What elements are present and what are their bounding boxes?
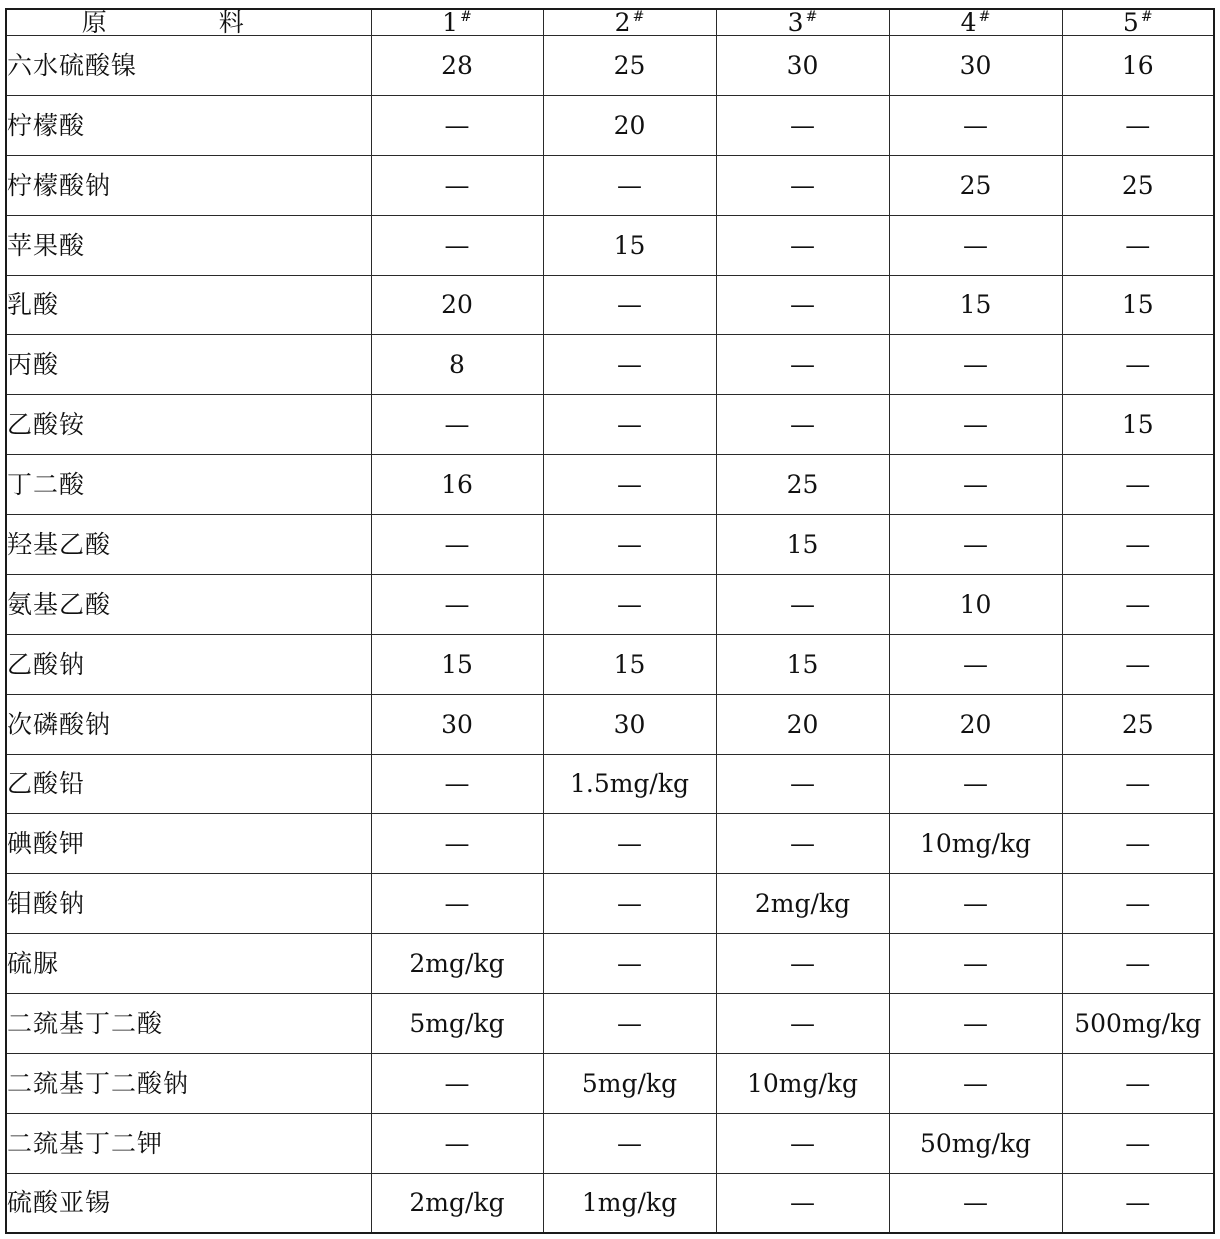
amount-cell-sample-4: — [889, 335, 1062, 395]
amount-cell-sample-4: — [889, 215, 1062, 275]
amount-cell-sample-4: — [889, 95, 1062, 155]
amount-cell-sample-1: 30 [371, 694, 543, 754]
amount-cell-sample-5: 25 [1062, 155, 1213, 215]
amount-cell-sample-1: — [371, 215, 543, 275]
header-sample-1 [371, 10, 543, 36]
header-sample-3 [716, 10, 889, 36]
amount-cell-sample-2: — [543, 275, 716, 335]
material-name: 丙酸 [7, 335, 371, 395]
amount-cell-sample-5: — [1062, 574, 1213, 634]
amount-cell-sample-2: — [543, 155, 716, 215]
amount-cell-sample-5: — [1062, 1173, 1213, 1232]
amount-cell-sample-4: — [889, 934, 1062, 994]
amount-cell-sample-5: — [1062, 95, 1213, 155]
amount-cell-sample-1: — [371, 1053, 543, 1113]
material-name: 氨基乙酸 [7, 574, 371, 634]
amount-cell-sample-1: 2mg/kg [371, 1173, 543, 1232]
amount-cell-sample-2: 25 [543, 36, 716, 96]
table-row [7, 694, 1213, 754]
material-name: 丁二酸 [7, 455, 371, 515]
amount-cell-sample-2: 1mg/kg [543, 1173, 716, 1232]
table-row [7, 335, 1213, 395]
amount-cell-sample-4: — [889, 754, 1062, 814]
sample-mark: # [460, 9, 472, 25]
table-row [7, 814, 1213, 874]
sample-mark: # [978, 9, 991, 25]
amount-cell-sample-3: 15 [716, 515, 889, 575]
amount-cell-sample-3: 20 [716, 694, 889, 754]
amount-cell-sample-3: — [716, 95, 889, 155]
amount-cell-sample-4: 15 [889, 275, 1062, 335]
amount-cell-sample-3: — [716, 1113, 889, 1173]
table-row [7, 634, 1213, 694]
amount-cell-sample-1: 15 [371, 634, 543, 694]
amount-cell-sample-2: 15 [543, 634, 716, 694]
table-row [7, 395, 1213, 455]
sample-mark: # [805, 9, 818, 25]
amount-cell-sample-4: — [889, 874, 1062, 934]
material-name: 乳酸 [7, 275, 371, 335]
amount-cell-sample-4: 20 [889, 694, 1062, 754]
amount-cell-sample-2: — [543, 994, 716, 1054]
table-row [7, 574, 1213, 634]
material-name: 硫脲 [7, 934, 371, 994]
material-name: 柠檬酸 [7, 95, 371, 155]
amount-cell-sample-5: 15 [1062, 395, 1213, 455]
amount-cell-sample-5: 25 [1062, 694, 1213, 754]
table-row [7, 754, 1213, 814]
material-name: 碘酸钾 [7, 814, 371, 874]
amount-cell-sample-5: — [1062, 1113, 1213, 1173]
header-row [7, 10, 1213, 36]
table-row [7, 215, 1213, 275]
amount-cell-sample-4: 25 [889, 155, 1062, 215]
table-row [7, 1173, 1213, 1232]
amount-cell-sample-2: — [543, 1113, 716, 1173]
amount-cell-sample-3: — [716, 1173, 889, 1232]
amount-cell-sample-5: — [1062, 934, 1213, 994]
amount-cell-sample-3: — [716, 754, 889, 814]
material-name: 次磷酸钠 [7, 694, 371, 754]
amount-cell-sample-4: — [889, 1053, 1062, 1113]
amount-cell-sample-5: — [1062, 215, 1213, 275]
amount-cell-sample-2: 30 [543, 694, 716, 754]
amount-cell-sample-4: — [889, 994, 1062, 1054]
table-row [7, 155, 1213, 215]
material-name: 二巯基丁二钾 [7, 1113, 371, 1173]
amount-cell-sample-1: — [371, 155, 543, 215]
amount-cell-sample-4: 10mg/kg [889, 814, 1062, 874]
amount-cell-sample-5: — [1062, 455, 1213, 515]
sample-number: 3 [787, 8, 804, 37]
amount-cell-sample-1: 8 [371, 335, 543, 395]
amount-cell-sample-4: 30 [889, 36, 1062, 96]
material-name: 柠檬酸钠 [7, 155, 371, 215]
sample-number: 2 [614, 8, 631, 37]
header-sample-4 [889, 10, 1062, 36]
amount-cell-sample-1: — [371, 515, 543, 575]
amount-cell-sample-1: — [371, 1113, 543, 1173]
amount-cell-sample-1: — [371, 814, 543, 874]
material-name: 乙酸铵 [7, 395, 371, 455]
amount-cell-sample-3: — [716, 155, 889, 215]
amount-cell-sample-2: — [543, 874, 716, 934]
amount-cell-sample-2: — [543, 814, 716, 874]
amount-cell-sample-5: 15 [1062, 275, 1213, 335]
amount-cell-sample-3: 30 [716, 36, 889, 96]
amount-cell-sample-3: — [716, 215, 889, 275]
table-row [7, 515, 1213, 575]
sample-number: 4 [960, 8, 977, 37]
formula-table-frame [5, 8, 1215, 1234]
material-name: 二巯基丁二酸钠 [7, 1053, 371, 1113]
amount-cell-sample-2: — [543, 395, 716, 455]
amount-cell-sample-3: — [716, 574, 889, 634]
amount-cell-sample-2: 15 [543, 215, 716, 275]
table-row [7, 994, 1213, 1054]
amount-cell-sample-5: — [1062, 814, 1213, 874]
amount-cell-sample-1: — [371, 95, 543, 155]
table-row [7, 1113, 1213, 1173]
material-name: 硫酸亚锡 [7, 1173, 371, 1232]
material-name: 六水硫酸镍 [7, 36, 371, 96]
amount-cell-sample-1: 20 [371, 275, 543, 335]
amount-cell-sample-3: — [716, 814, 889, 874]
amount-cell-sample-3: — [716, 994, 889, 1054]
amount-cell-sample-3: — [716, 335, 889, 395]
amount-cell-sample-4: — [889, 395, 1062, 455]
amount-cell-sample-4: 10 [889, 574, 1062, 634]
amount-cell-sample-5: — [1062, 874, 1213, 934]
amount-cell-sample-2: 20 [543, 95, 716, 155]
table-row [7, 874, 1213, 934]
amount-cell-sample-5: 16 [1062, 36, 1213, 96]
amount-cell-sample-1: — [371, 874, 543, 934]
material-name: 钼酸钠 [7, 874, 371, 934]
amount-cell-sample-3: 15 [716, 634, 889, 694]
amount-cell-sample-1: — [371, 395, 543, 455]
material-name: 乙酸钠 [7, 634, 371, 694]
material-name: 羟基乙酸 [7, 515, 371, 575]
amount-cell-sample-3: 10mg/kg [716, 1053, 889, 1113]
amount-cell-sample-3: — [716, 934, 889, 994]
amount-cell-sample-1: 28 [371, 36, 543, 96]
amount-cell-sample-1: 16 [371, 455, 543, 515]
amount-cell-sample-2: — [543, 455, 716, 515]
amount-cell-sample-5: — [1062, 754, 1213, 814]
sample-mark: # [1140, 9, 1153, 25]
amount-cell-sample-3: — [716, 275, 889, 335]
header-sample-5 [1062, 10, 1213, 36]
sample-mark: # [632, 9, 645, 25]
amount-cell-sample-5: — [1062, 1053, 1213, 1113]
table-row [7, 36, 1213, 96]
amount-cell-sample-5: — [1062, 515, 1213, 575]
header-sample-2 [543, 10, 716, 36]
amount-cell-sample-1: — [371, 754, 543, 814]
table-row [7, 1053, 1213, 1113]
amount-cell-sample-4: — [889, 455, 1062, 515]
amount-cell-sample-5: 500mg/kg [1062, 994, 1213, 1054]
amount-cell-sample-2: — [543, 574, 716, 634]
table-row [7, 455, 1213, 515]
material-name: 苹果酸 [7, 215, 371, 275]
amount-cell-sample-2: 1.5mg/kg [543, 754, 716, 814]
formula-table-body [7, 36, 1213, 1233]
table-row [7, 275, 1213, 335]
table-row [7, 934, 1213, 994]
amount-cell-sample-2: — [543, 515, 716, 575]
amount-cell-sample-4: 50mg/kg [889, 1113, 1062, 1173]
amount-cell-sample-1: — [371, 574, 543, 634]
amount-cell-sample-2: 5mg/kg [543, 1053, 716, 1113]
sample-number: 5 [1122, 8, 1139, 37]
amount-cell-sample-3: 25 [716, 455, 889, 515]
amount-cell-sample-2: — [543, 934, 716, 994]
sample-number: 1 [442, 8, 459, 37]
header-material: 原 料 [7, 10, 371, 36]
amount-cell-sample-4: — [889, 1173, 1062, 1232]
amount-cell-sample-4: — [889, 634, 1062, 694]
formula-table [7, 10, 1213, 1232]
amount-cell-sample-1: 2mg/kg [371, 934, 543, 994]
amount-cell-sample-3: — [716, 395, 889, 455]
amount-cell-sample-5: — [1062, 634, 1213, 694]
amount-cell-sample-5: — [1062, 335, 1213, 395]
amount-cell-sample-4: — [889, 515, 1062, 575]
amount-cell-sample-2: — [543, 335, 716, 395]
amount-cell-sample-3: 2mg/kg [716, 874, 889, 934]
material-name: 乙酸铅 [7, 754, 371, 814]
table-row [7, 95, 1213, 155]
amount-cell-sample-1: 5mg/kg [371, 994, 543, 1054]
material-name: 二巯基丁二酸 [7, 994, 371, 1054]
